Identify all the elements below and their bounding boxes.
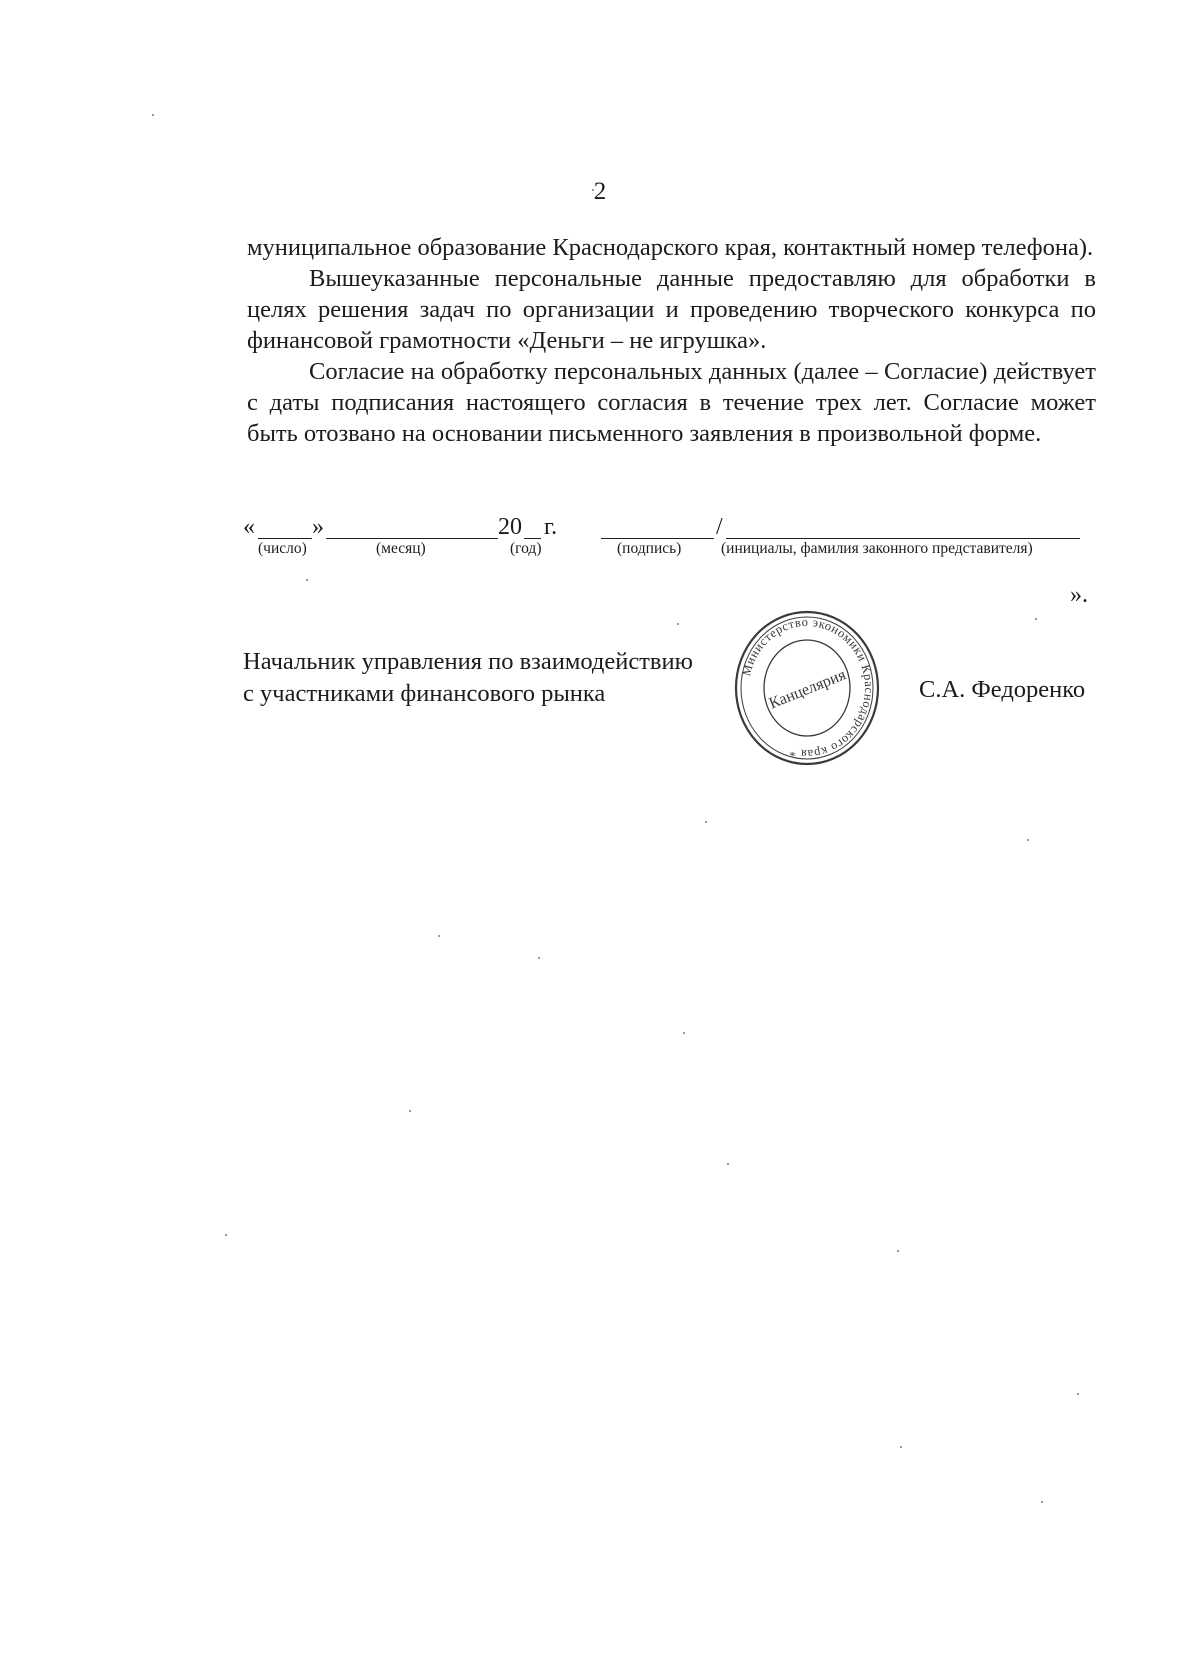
year-prefix: 20	[498, 514, 522, 540]
scan-speck	[705, 821, 707, 823]
scan-speck	[409, 1110, 411, 1112]
scan-speck	[592, 189, 594, 191]
caption-month: (месяц)	[376, 540, 426, 557]
scan-speck	[1035, 618, 1037, 620]
page-number: 2	[593, 178, 607, 205]
scan-speck	[438, 935, 440, 937]
scan-speck	[1041, 1501, 1043, 1503]
caption-signature: (подпись)	[617, 540, 682, 557]
signatory-title-line-1: Начальник управления по взаимодействию	[243, 648, 693, 675]
consent-body	[247, 232, 1096, 449]
signatory-name: С.А. Федоренко	[919, 676, 1086, 703]
year-suffix: г.	[544, 514, 558, 540]
stamp-center-text: Канцелярия	[766, 666, 849, 713]
close-quote: »	[312, 514, 324, 540]
scan-speck	[683, 1032, 685, 1034]
signatory-title-line-2: с участниками финансового рынка	[243, 680, 606, 707]
name-blank	[726, 514, 1080, 539]
scan-speck	[727, 1163, 729, 1165]
scan-speck	[897, 1250, 899, 1252]
year-blank	[524, 514, 541, 539]
scan-speck	[677, 623, 679, 625]
open-quote: «	[243, 514, 255, 540]
paragraph-validity: Согласие на обработку персональных данных (далее – Согласие) действует с даты подписания настоящего согласия в течение трех лет. Согласие может быть отозвано на основании письменного заявления в произвольной форме.	[247, 358, 1096, 447]
slash: /	[716, 514, 723, 540]
paragraph-purpose: Вышеуказанные персональные данные предоставляю для обработки в целях решения задач по организации и проведению творческого конкурса по финансовой грамотности «Деньги – не игрушка».	[247, 265, 1096, 354]
scan-speck	[538, 957, 540, 959]
signatory-title	[243, 646, 723, 710]
month-blank	[326, 514, 498, 539]
scan-speck	[152, 114, 154, 116]
scan-speck	[225, 1234, 227, 1236]
scan-speck	[900, 1446, 902, 1448]
stamp-outer-text: Министерство экономики Краснодарского края *	[739, 614, 877, 762]
signature-blank	[601, 514, 714, 539]
day-blank	[258, 514, 312, 539]
closing-quote: ».	[1070, 582, 1088, 608]
scan-speck	[1077, 1393, 1079, 1395]
caption-day: (число)	[258, 540, 307, 557]
scan-speck	[1027, 839, 1029, 841]
caption-name: (инициалы, фамилия законного представителя)	[721, 540, 1033, 557]
scan-speck	[306, 579, 308, 581]
caption-year: (год)	[510, 540, 542, 557]
official-stamp-icon	[732, 608, 882, 768]
paragraph-continuation: муниципальное образование Краснодарского края, контактный номер телефона).	[247, 234, 1094, 261]
